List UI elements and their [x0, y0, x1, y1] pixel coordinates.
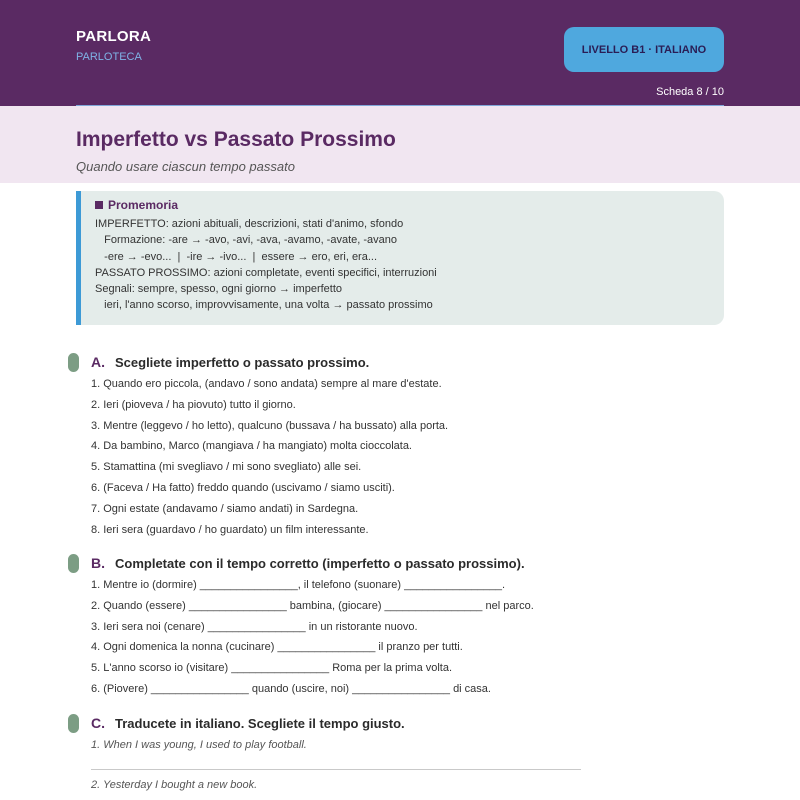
sheet-number: Scheda 8 / 10 [656, 86, 724, 98]
section-c [68, 713, 728, 796]
exercise-item: 5. Stamattina (mi svegliavo / mi sono svegliato) alle sei. [91, 461, 362, 474]
reminder-box [76, 191, 724, 325]
section-marker-icon [68, 714, 79, 733]
reminder-line: Formazione: -are → -avo, -avi, -ava, -avamo, -avate, -avano [95, 234, 398, 247]
exercise-list [68, 374, 728, 540]
section-letter: A. [91, 354, 105, 370]
exercise-item: 4. Da bambino, Marco (mangiava / ha mangiato) molta cioccolata. [91, 440, 412, 453]
exercise-item: 8. Ieri sera (guardavo / ho guardato) un film interessante. [91, 523, 369, 536]
reminder-line: ieri, l'anno scorso, improvvisamente, una volta → passato prossimo [95, 299, 433, 312]
section-title: Traducete in italiano. Scegliete il tempo giusto. [115, 715, 405, 731]
reminder-line: -ere → -evo... | -ire → -ivo... | essere → ero, eri, era... [95, 250, 378, 263]
level-badge: LIVELLO B1 · ITALIANO [564, 27, 724, 72]
exercise-item: 6. (Piovere) ________________ quando (uscire, noi) ________________ di casa. [91, 682, 491, 695]
exercise-item: 1. Quando ero piccola, (andavo / sono andata) sempre al mare d'estate. [91, 378, 442, 390]
page-title: Imperfetto vs Passato Prossimo [76, 128, 396, 151]
exercise-item: 3. Mentre (leggevo / ho letto), qualcuno (bussava / ha bussato) alla porta. [91, 419, 449, 432]
section-marker-icon [68, 353, 79, 372]
reminder-heading [95, 198, 724, 212]
exercise-item: 2. Ieri (pioveva / ha piovuto) tutto il giorno. [91, 398, 296, 411]
section-heading [68, 713, 728, 733]
exercise-item: 3. Ieri sera noi (cenare) ________________ in un ristorante nuovo. [91, 620, 418, 633]
exercise-item: 6. (Faceva / Ha fatto) freddo quando (uscivamo / siamo usciti). [91, 481, 395, 494]
square-bullet-icon [95, 201, 103, 209]
translation-list [68, 775, 728, 796]
exercise-item: 4. Ogni domenica la nonna (cucinare) ________________ il pranzo per tutti. [91, 641, 463, 654]
section-title: Scegliete imperfetto o passato prossimo. [115, 354, 370, 370]
page-subtitle: Quando usare ciascun tempo passato [76, 159, 295, 174]
answer-line[interactable] [91, 769, 581, 770]
exercise-item: 5. L'anno scorso io (visitare) ________________ Roma per la prima volta. [91, 662, 453, 675]
section-heading [68, 352, 728, 372]
translation-item: 2. Yesterday I bought a new book. [91, 778, 258, 791]
reminder-line: PASSATO PROSSIMO: azioni completate, eventi specifici, interruzioni [95, 266, 437, 279]
translation-list [68, 735, 728, 756]
translation-item: 1. When I was young, I used to play football. [91, 739, 307, 751]
section-heading [68, 553, 728, 573]
brand-name: PARLORA [76, 28, 152, 45]
exercise-item: 2. Quando (essere) ________________ bambina, (giocare) ________________ nel parco. [91, 599, 534, 612]
exercise-item: 7. Ogni estate (andavamo / siamo andati) in Sardegna. [91, 502, 359, 515]
section-letter: C. [91, 715, 105, 731]
section-marker-icon [68, 554, 79, 573]
exercise-list [68, 575, 728, 700]
reminder-heading-text: Promemoria [108, 198, 179, 212]
section-letter: B. [91, 555, 105, 571]
exercise-item: 1. Mentre io (dormire) ________________, il telefono (suonare) ________________. [91, 579, 506, 591]
section-title: Completate con il tempo corretto (imperfetto o passato prossimo). [115, 555, 525, 571]
brand-subtitle: PARLOTECA [76, 51, 142, 63]
section-a [68, 352, 728, 540]
section-b [68, 553, 728, 700]
reminder-line: IMPERFETTO: azioni abituali, descrizioni, stati d'animo, sfondo [95, 218, 404, 230]
reminder-line: Segnali: sempre, spesso, ogni giorno → imperfetto [95, 283, 343, 296]
